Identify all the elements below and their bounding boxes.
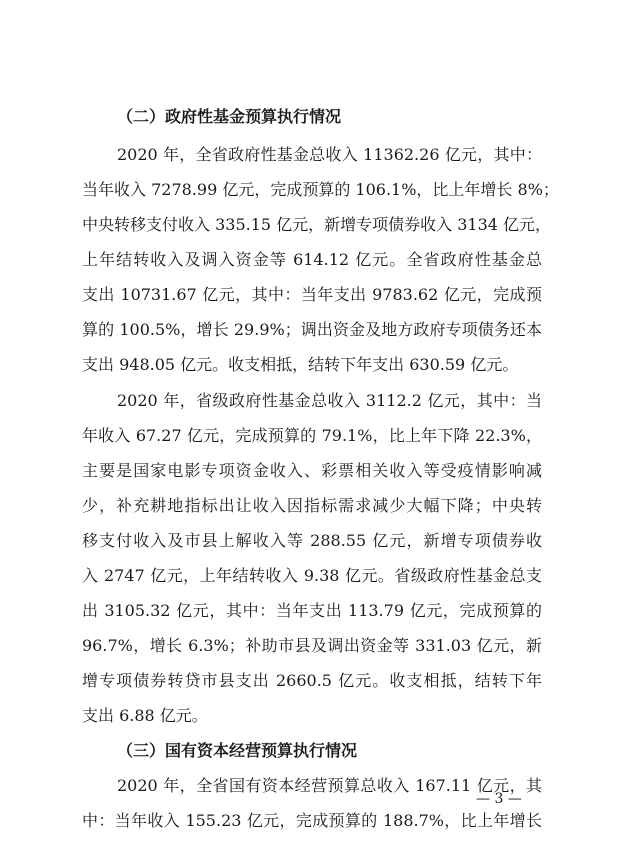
paragraph-line: 支出 6.88 亿元。 — [82, 706, 208, 725]
paragraph-line: 2020 年，全省国有资本经营预算总收入 167.11 亿元，其 — [117, 776, 542, 795]
section-heading-government-fund: （二）政府性基金预算执行情况 — [117, 107, 342, 126]
paragraph-line: 2020 年，省级政府性基金总收入 3112.2 亿元，其中：当 — [117, 391, 542, 410]
paragraph-line: 上年结转收入及调入资金等 614.12 亿元。全省政府性基金总 — [82, 250, 542, 269]
paragraph-line: 支出 948.05 亿元。收支相抵，结转下年支出 630.59 亿元。 — [82, 355, 519, 374]
paragraph-line: 年收入 67.27 亿元，完成预算的 79.1%，比上年下降 22.3%， — [82, 426, 542, 445]
paragraph-line: 主要是国家电影专项资金收入、彩票相关收入等受疫情影响减 — [82, 461, 542, 480]
paragraph-line: 少，补充耕地指标出让收入因指标需求减少大幅下降；中央转 — [82, 496, 542, 515]
paragraph-line: 增专项债券转贷市县支出 2660.5 亿元。收支相抵，结转下年 — [82, 671, 542, 690]
paragraph-line: 96.7%，增长 6.3%；补助市县及调出资金等 331.03 亿元，新 — [82, 636, 542, 655]
section-heading-state-capital: （三）国有资本经营预算执行情况 — [117, 741, 358, 760]
paragraph-line: 算的 100.5%，增长 29.9%；调出资金及地方政府专项债务还本 — [82, 320, 542, 339]
paragraph-line: 移支付收入及市县上解收入等 288.55 亿元，新增专项债券收 — [82, 531, 542, 550]
paragraph-line: 出 3105.32 亿元，其中：当年支出 113.79 亿元，完成预算的 — [82, 601, 542, 620]
paragraph-line: 当年收入 7278.99 亿元，完成预算的 106.1%，比上年增长 8%； — [82, 180, 559, 199]
paragraph-line: 2020 年，全省政府性基金总收入 11362.26 亿元，其中： — [117, 145, 542, 164]
paragraph-line: 入 2747 亿元，上年结转收入 9.38 亿元。省级政府性基金总支 — [82, 566, 542, 585]
paragraph-line: 支出 10731.67 亿元，其中：当年支出 9783.62 亿元，完成预 — [82, 285, 542, 304]
paragraph-line: 中央转移支付收入 335.15 亿元，新增专项债券收入 3134 亿元， — [82, 215, 552, 234]
paragraph-line: 中：当年收入 155.23 亿元，完成预算的 188.7%，比上年增长 — [82, 811, 542, 830]
page-number: — 3 — — [476, 791, 522, 807]
